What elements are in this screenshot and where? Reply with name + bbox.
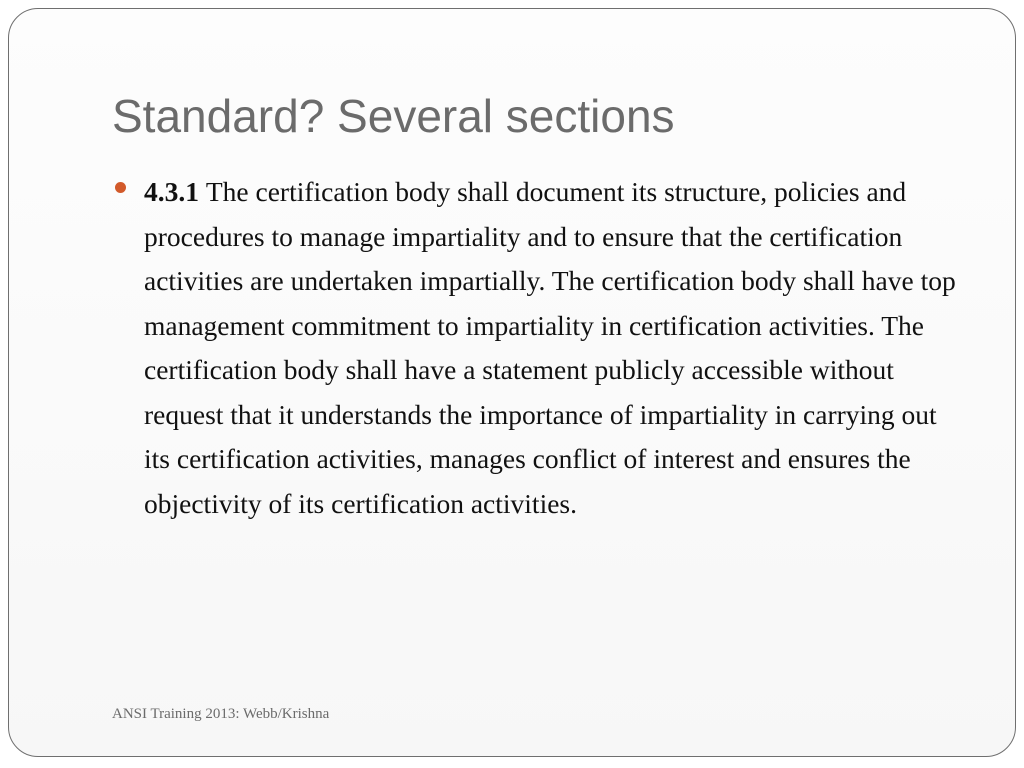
section-number: 4.3.1 [144, 176, 206, 207]
section-text: The certification body shall document its structure, policies and procedures to manage impartiality and to ensure that the certification activities are undertaken impartially. The certification body shall have top management commitment to impartiality in certification activities. The certification body shall have a statement publicly accessible without request that it understands the importance of impartiality in carrying out its certification activities, manages conflict of interest and ensures the objectivity of its certification activities. [144, 176, 956, 519]
slide-footer: ANSI Training 2013: Webb/Krishna [112, 706, 330, 722]
slide-title: Standard? Several sections [112, 90, 675, 142]
bullet-list [112, 170, 962, 526]
round-bullet-icon [115, 182, 126, 193]
bullet-item [112, 170, 962, 526]
